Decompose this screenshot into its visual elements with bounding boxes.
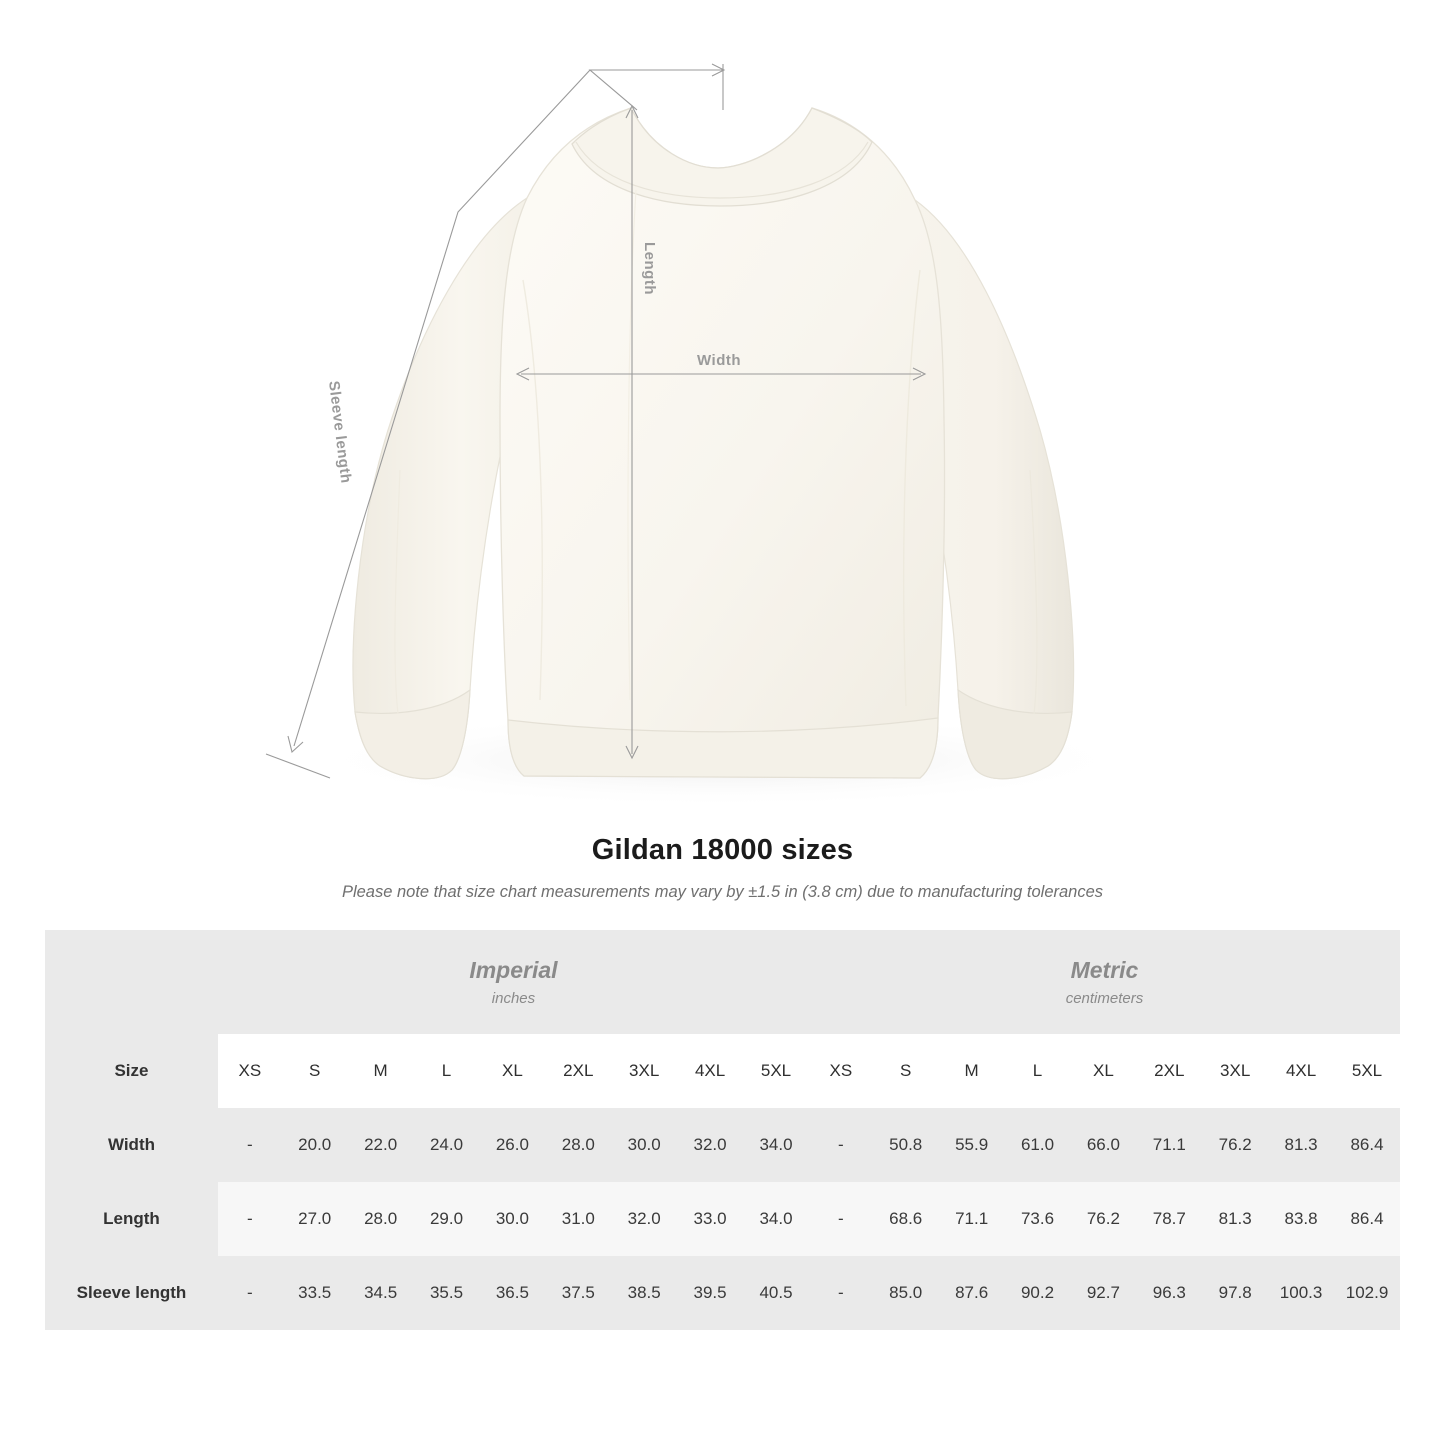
size-metric-5: 2XL	[1136, 1034, 1202, 1108]
sleeve-imperial-5: 37.5	[545, 1256, 611, 1330]
sleeve-metric-1: 85.0	[873, 1256, 939, 1330]
page-title: Gildan 18000 sizes	[591, 834, 854, 866]
size-metric-0: XS	[809, 1034, 873, 1108]
length-imperial-4: 30.0	[479, 1182, 545, 1256]
width-metric-3: 61.0	[1005, 1108, 1071, 1182]
length-metric-4: 76.2	[1070, 1182, 1136, 1256]
metric-unit-sub: centimeters	[1065, 990, 1144, 1007]
length-imperial-2: 28.0	[348, 1182, 414, 1256]
size-imperial-2: M	[348, 1034, 414, 1108]
sleeve-imperial-1: 33.5	[282, 1256, 348, 1330]
length-metric-8: 86.4	[1334, 1182, 1400, 1256]
size-metric-6: 3XL	[1202, 1034, 1268, 1108]
length-metric-3: 73.6	[1005, 1182, 1071, 1256]
sleeve-metric-0: -	[809, 1256, 873, 1330]
row-label-width: Width	[45, 1108, 218, 1182]
sleeve-imperial-7: 39.5	[677, 1256, 743, 1330]
width-metric-5: 71.1	[1136, 1108, 1202, 1182]
size-metric-1: S	[873, 1034, 939, 1108]
length-imperial-0: -	[218, 1182, 282, 1256]
metric-unit-name: Metric	[1070, 957, 1139, 983]
width-metric-8: 86.4	[1334, 1108, 1400, 1182]
size-table-wrapper	[45, 930, 1400, 1330]
size-table	[45, 930, 1400, 1330]
unit-header-row	[45, 930, 1400, 1034]
width-metric-7: 81.3	[1268, 1108, 1334, 1182]
sleeve-metric-8: 102.9	[1334, 1256, 1400, 1330]
size-imperial-5: 2XL	[545, 1034, 611, 1108]
size-imperial-0: XS	[218, 1034, 282, 1108]
tolerance-note: Please note that size chart measurements may vary by ±1.5 in (3.8 cm) due to manufacturing tolerances	[341, 883, 1104, 901]
size-metric-7: 4XL	[1268, 1034, 1334, 1108]
title-block	[0, 834, 1445, 902]
length-imperial-6: 32.0	[611, 1182, 677, 1256]
sizes-header-row	[45, 1034, 1400, 1108]
width-imperial-5: 28.0	[545, 1108, 611, 1182]
width-imperial-4: 26.0	[479, 1108, 545, 1182]
sleeve-imperial-6: 38.5	[611, 1256, 677, 1330]
size-imperial-8: 5XL	[743, 1034, 809, 1108]
length-metric-5: 78.7	[1136, 1182, 1202, 1256]
sleeve-imperial-8: 40.5	[743, 1256, 809, 1330]
table-row	[45, 1108, 1400, 1182]
sleeve-imperial-3: 35.5	[414, 1256, 480, 1330]
size-imperial-7: 4XL	[677, 1034, 743, 1108]
length-dimension-label: Length	[641, 242, 658, 295]
width-imperial-1: 20.0	[282, 1108, 348, 1182]
length-imperial-7: 33.0	[677, 1182, 743, 1256]
imperial-unit-header	[218, 930, 809, 1034]
length-imperial-1: 27.0	[282, 1182, 348, 1256]
imperial-unit-sub: inches	[491, 990, 536, 1007]
length-metric-1: 68.6	[873, 1182, 939, 1256]
size-metric-3: L	[1005, 1034, 1071, 1108]
width-metric-4: 66.0	[1070, 1108, 1136, 1182]
size-metric-8: 5XL	[1334, 1034, 1400, 1108]
size-metric-4: XL	[1070, 1034, 1136, 1108]
size-row-label: Size	[45, 1034, 218, 1108]
length-metric-2: 71.1	[939, 1182, 1005, 1256]
length-imperial-8: 34.0	[743, 1182, 809, 1256]
size-imperial-4: XL	[479, 1034, 545, 1108]
width-metric-2: 55.9	[939, 1108, 1005, 1182]
width-dimension-label: Width	[697, 352, 742, 369]
sleeve-imperial-4: 36.5	[479, 1256, 545, 1330]
sleeve-metric-7: 100.3	[1268, 1256, 1334, 1330]
sleeve-imperial-0: -	[218, 1256, 282, 1330]
sleeve-metric-3: 90.2	[1005, 1256, 1071, 1330]
width-imperial-6: 30.0	[611, 1108, 677, 1182]
sleeve-imperial-2: 34.5	[348, 1256, 414, 1330]
sleeve-metric-2: 87.6	[939, 1256, 1005, 1330]
table-row	[45, 1256, 1400, 1330]
sleeve-length-dimension-label: Sleeve length	[325, 379, 355, 485]
imperial-unit-name: Imperial	[469, 957, 558, 983]
length-metric-6: 81.3	[1202, 1182, 1268, 1256]
unit-header-blank	[45, 930, 218, 1034]
width-imperial-3: 24.0	[414, 1108, 480, 1182]
width-imperial-7: 32.0	[677, 1108, 743, 1182]
sleeve-metric-6: 97.8	[1202, 1256, 1268, 1330]
row-label-length: Length	[45, 1182, 218, 1256]
length-imperial-5: 31.0	[545, 1182, 611, 1256]
width-imperial-2: 22.0	[348, 1108, 414, 1182]
size-imperial-1: S	[282, 1034, 348, 1108]
width-metric-0: -	[809, 1108, 873, 1182]
sleeve-metric-5: 96.3	[1136, 1256, 1202, 1330]
size-imperial-6: 3XL	[611, 1034, 677, 1108]
metric-unit-header	[809, 930, 1400, 1034]
length-imperial-3: 29.0	[414, 1182, 480, 1256]
sleeve-metric-4: 92.7	[1070, 1256, 1136, 1330]
size-imperial-3: L	[414, 1034, 480, 1108]
size-metric-2: M	[939, 1034, 1005, 1108]
length-metric-0: -	[809, 1182, 873, 1256]
width-metric-1: 50.8	[873, 1108, 939, 1182]
length-metric-7: 83.8	[1268, 1182, 1334, 1256]
row-label-sleeve-length: Sleeve length	[45, 1256, 218, 1330]
table-row	[45, 1182, 1400, 1256]
width-metric-6: 76.2	[1202, 1108, 1268, 1182]
width-imperial-8: 34.0	[743, 1108, 809, 1182]
width-imperial-0: -	[218, 1108, 282, 1182]
